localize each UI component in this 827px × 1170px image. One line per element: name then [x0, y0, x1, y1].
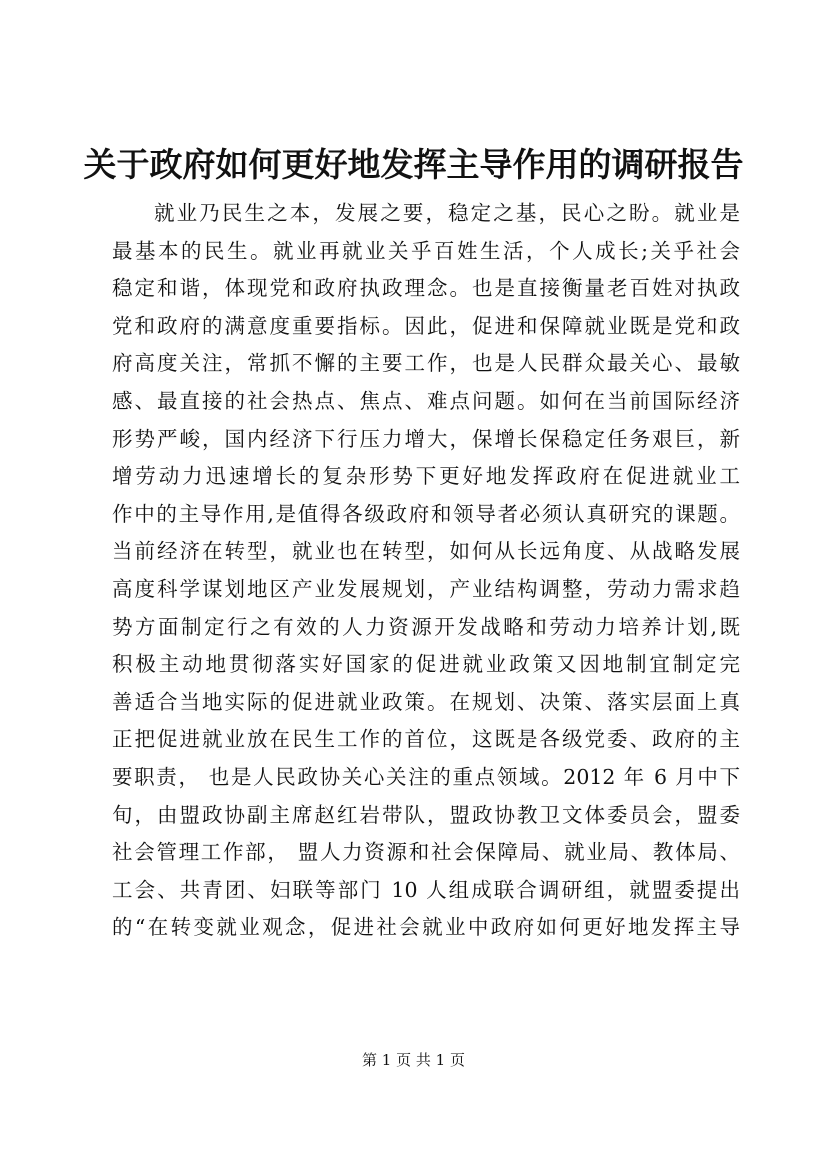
- body-line: 府高度关注，常抓不懈的主要工作，也是人民群众最关心、最敏: [112, 351, 740, 376]
- body-line: 高度科学谋划地区产业发展规划，产业结构调整，劳动力需求趋: [112, 576, 740, 601]
- body-line: 的“在转变就业观念，促进社会就业中政府如何更好地发挥主导: [112, 915, 740, 940]
- body-line: 工会、共青团、妇联等部门 10 人组成联合调研组，就盟委提出: [112, 877, 740, 902]
- body-line: 最基本的民生。就业再就业关乎百姓生活，个人成长;关乎社会: [112, 238, 740, 263]
- body-line: 形势严峻，国内经济下行压力增大，保增长保稳定任务艰巨，新: [112, 426, 740, 451]
- body-line: 作中的主导作用,是值得各级政府和领导者必须认真研究的课题。: [112, 501, 740, 526]
- body-line: 积极主动地贯彻落实好国家的促进就业政策又因地制宜制定完: [112, 652, 740, 677]
- body-line: 感、最直接的社会热点、焦点、难点问题。如何在当前国际经济: [112, 388, 740, 413]
- body-line: 旬，由盟政协副主席赵红岩带队，盟政协教卫文体委员会，盟委: [112, 802, 740, 827]
- body-line: 稳定和谐，体现党和政府执政理念。也是直接衡量老百姓对执政: [112, 276, 740, 301]
- body-line: 党和政府的满意度重要指标。因此，促进和保障就业既是党和政: [112, 313, 740, 338]
- body-line: 正把促进就业放在民生工作的首位，这既是各级党委、政府的主: [112, 727, 740, 752]
- page-footer: 第 1 页 共 1 页: [362, 1051, 465, 1069]
- body-line: 势方面制定行之有效的人力资源开发战略和劳动力培养计划,既: [112, 614, 740, 639]
- body-line: 当前经济在转型，就业也在转型，如何从长远角度、从战略发展: [112, 539, 740, 564]
- body-line: 就业乃民生之本，发展之要，稳定之基，民心之盼。就业是: [154, 201, 740, 225]
- body-line: 增劳动力迅速增长的复杂形势下更好地发挥政府在促进就业工: [112, 464, 740, 489]
- document-title: 关于政府如何更好地发挥主导作用的调研报告: [83, 145, 744, 184]
- body-line: 要职责， 也是人民政协关心关注的重点领域。2012 年 6 月中下: [112, 764, 740, 789]
- body-line: 善适合当地实际的促进就业政策。在规划、决策、落实层面上真: [112, 689, 740, 714]
- body-line: 社会管理工作部， 盟人力资源和社会保障局、就业局、教体局、: [112, 840, 740, 865]
- document-body: [112, 195, 740, 947]
